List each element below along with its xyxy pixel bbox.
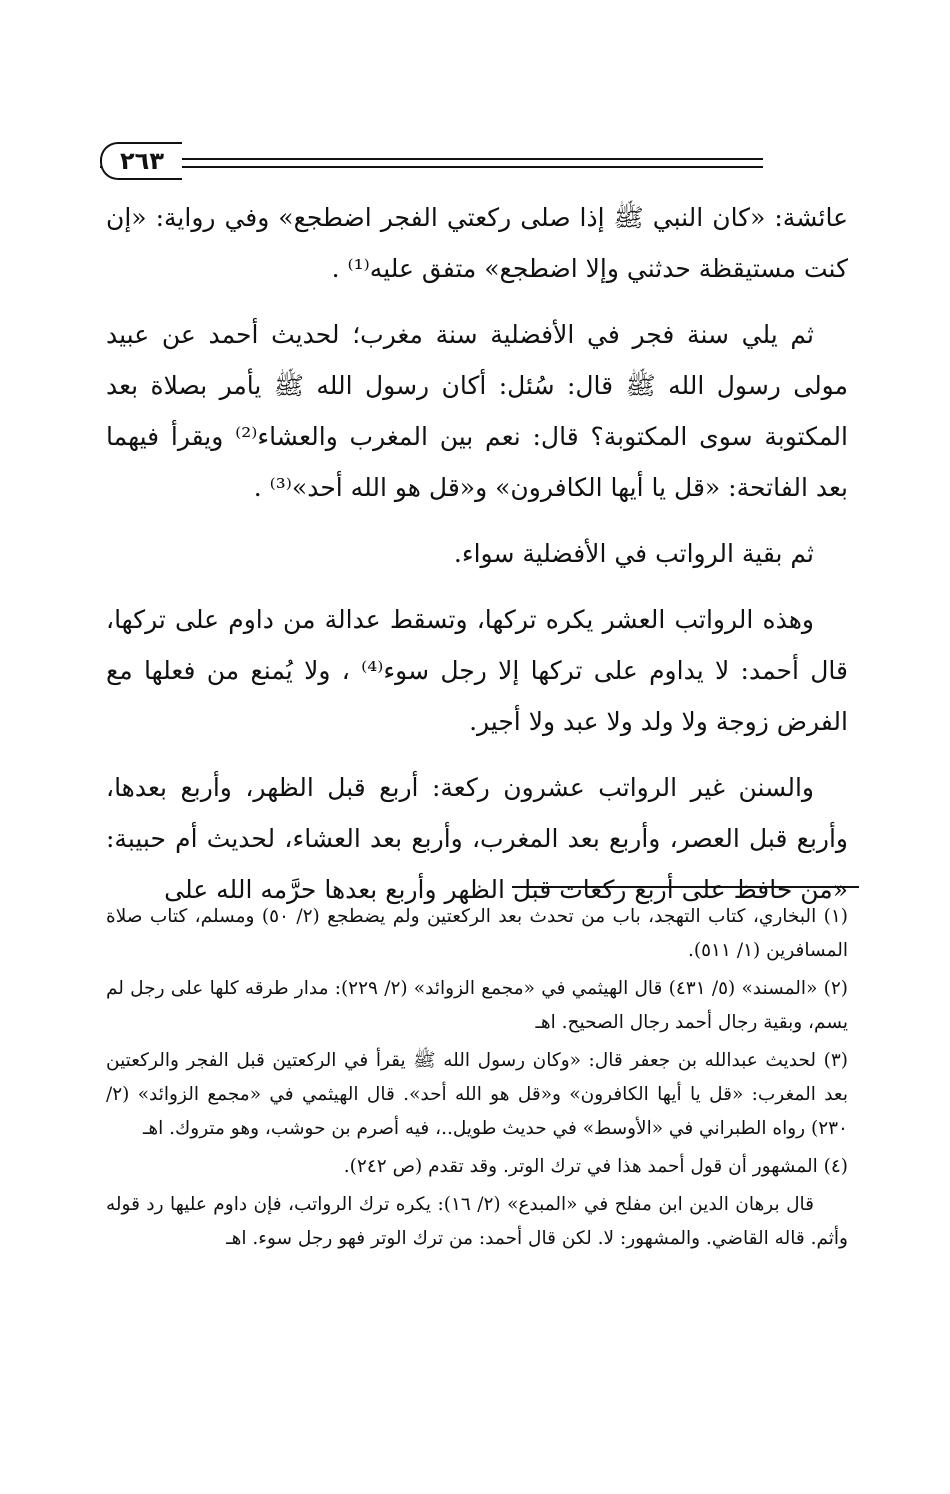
footnote-4: (٤) المشهور أن قول أحمد هذا في ترك الوتر. وقد تقدم (ص ٢٤٢). [343,1156,848,1177]
footnote-4-continuation: قال برهان الدين ابن مفلح في «المبدع» (٢/ ١٦): يكره ترك الرواتب، فإن داوم عليها رد قوله وأثم. قاله القاضي. والمشهور: لا. لكن قال أحمد: من ترك الوتر فهو رجل سوء. اهـ [106,1194,848,1249]
main-text [106,192,848,930]
footnote-2: (٢) «المسند» (٥/ ٤٣١) قال الهيثمي في «مجمع الزوائد» (٢/ ٢٢٩): مدار طرقه كلها على رجل لم يسم، وبقية رجال أحمد رجال الصحيح. اهـ [106,978,848,1033]
page-header [100,140,875,180]
paragraph-5: والسنن غير الرواتب عشرون ركعة: أربع قبل الظهر، وأربع بعدها، وأربع قبل العصر، وأربع بعد المغرب، وأربع بعد العشاء، لحديث أم حبيبة: «من حافظ على أربع ركعات قبل الظهر وأربع بعدها حرَّمه الله على [106,773,848,904]
paragraph-2: ثم يلي سنة فجر في الأفضلية سنة مغرب؛ لحديث أحمد عن عبيد مولى رسول الله ﷺ قال: سُئل: أكان رسول الله ﷺ يأمر بصلاة بعد المكتوبة سوى المكتوبة؟ قال: نعم بين المغرب والعشاء⁽²⁾ ويقرأ فيهما بعد الفاتحة: «قل يا أيها الكافرون» و«قل هو الله أحد»⁽³⁾ . [106,320,848,502]
footnotes [106,900,848,1260]
paragraph-3: ثم بقية الرواتب في الأفضلية سواء. [453,539,814,568]
paragraph-1: عائشة: «كان النبي ﷺ إذا صلى ركعتي الفجر اضطجع» وفي رواية: «إن كنت مستيقظة حدثني وإلا اضطجع» متفق عليه⁽¹⁾ . [106,203,848,283]
page-number-badge [100,142,182,180]
footnote-3: (٣) لحديث عبدالله بن جعفر قال: «وكان رسول الله ﷺ يقرأ في الركعتين قبل الفجر والركعتين بعد المغرب: «قل يا أيها الكافرون» و«قل هو الله أحد». قال الهيثمي في «مجمع الزوائد» (٢/ ٢٣٠) رواه الطبراني في «الأوسط» في حديث طويل..، فيه أصرم بن حوشب، وهو متروك. اهـ [106,1050,848,1139]
footnote-1: (١) البخاري، كتاب التهجد، باب من تحدث بعد الركعتين ولم يضطجع (٢/ ٥٠) ومسلم، كتاب صلاة المسافرين (١/ ٥١١). [106,906,848,961]
footnote-separator [512,886,859,888]
header-double-rule [100,158,763,168]
page-number: ٢٦٣ [120,147,164,175]
paragraph-4: وهذه الرواتب العشر يكره تركها، وتسقط عدالة من داوم على تركها، قال أحمد: لا يداوم على تركها إلا رجل سوء⁽⁴⁾ ، ولا يُمنع من فعلها مع الفرض زوجة ولا ولد ولا عبد ولا أجير. [106,605,848,736]
